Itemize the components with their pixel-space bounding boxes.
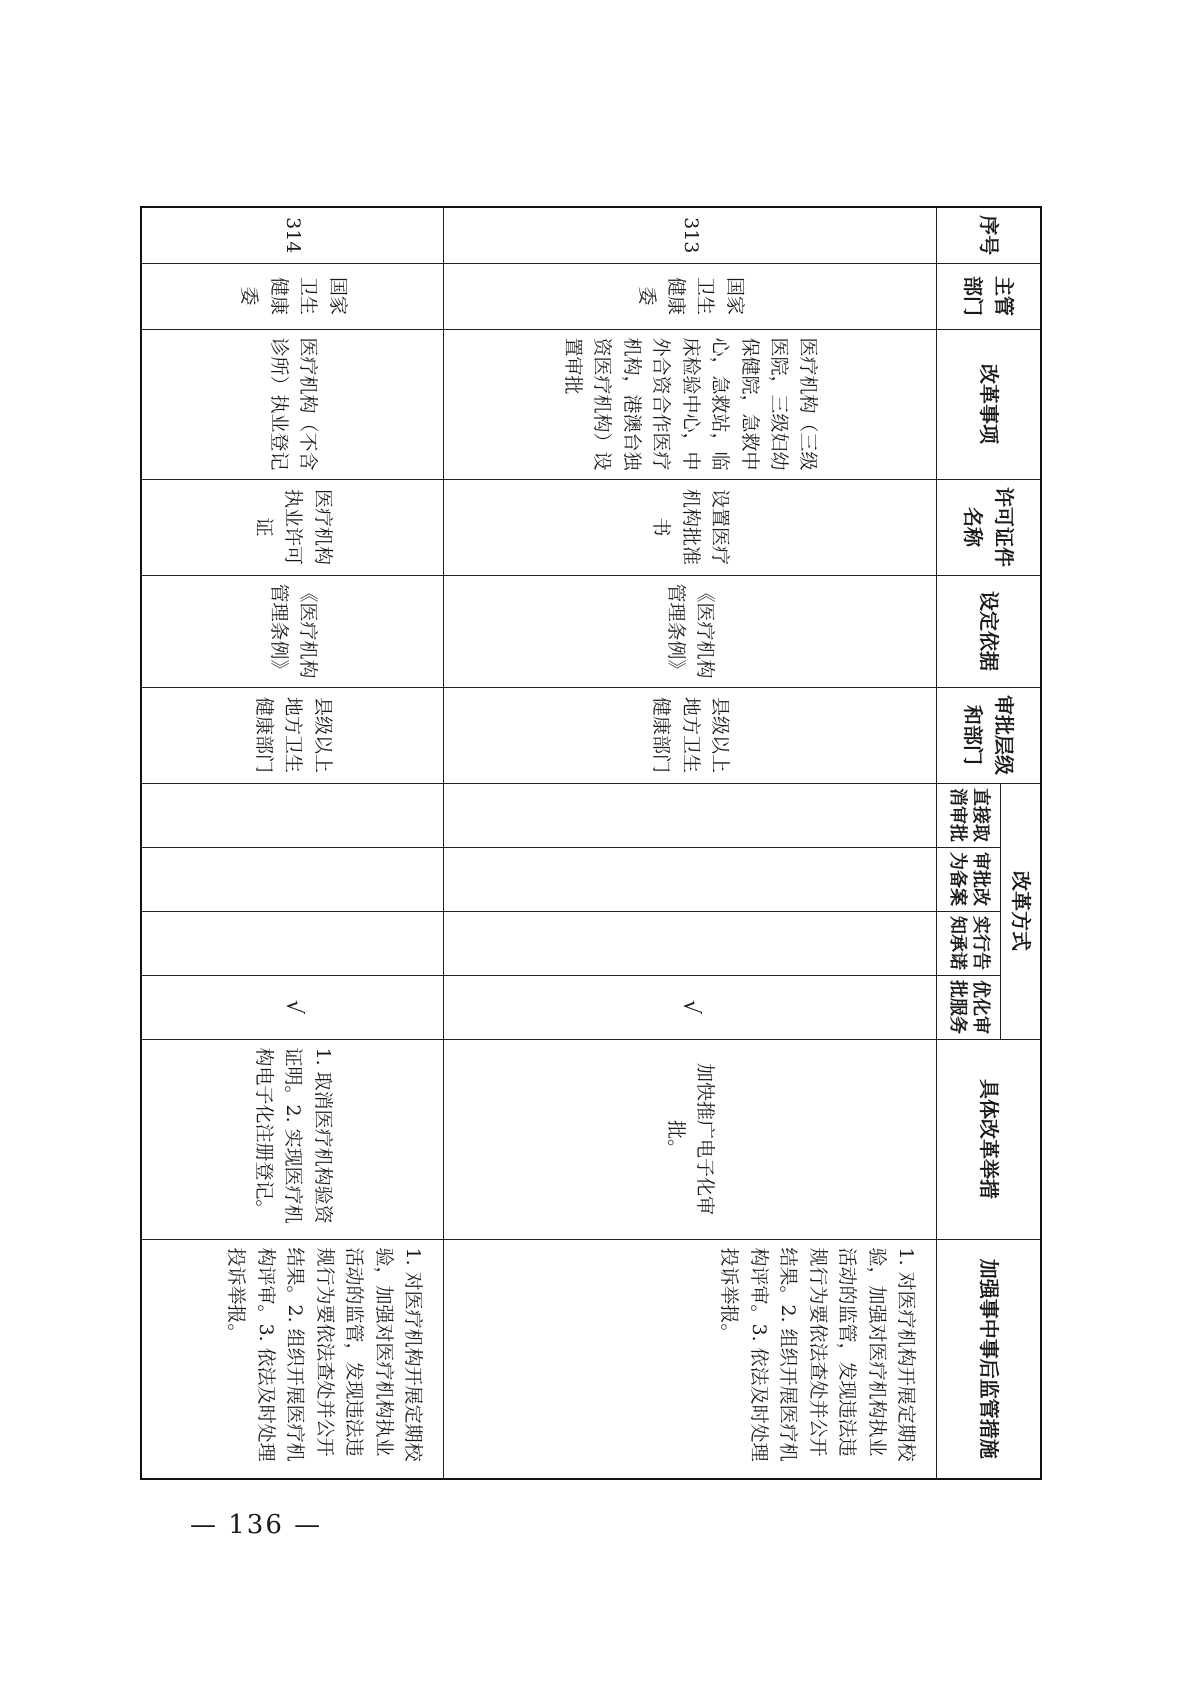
header-basis: 设定依据	[937, 575, 1042, 687]
header-method-group: 改革方式	[1001, 783, 1042, 1039]
row-cancel	[444, 783, 937, 847]
header-method-promise: 实行告知承诺	[937, 911, 1001, 975]
header-measures: 具体改革举措	[937, 1039, 1042, 1239]
row-record	[142, 847, 444, 911]
row-cancel	[142, 783, 444, 847]
row-dept: 国家卫生健康委	[142, 263, 444, 329]
header-seq: 序号	[937, 207, 1042, 263]
header-dept: 主管部门	[937, 263, 1042, 329]
row-dept: 国家卫生健康委	[444, 263, 937, 329]
row-promise	[142, 911, 444, 975]
reform-table	[141, 206, 1043, 1480]
row-level: 县级以上地方卫生健康部门	[444, 687, 937, 783]
row-optimize-check: √	[142, 975, 444, 1039]
row-item: 医疗机构（不含诊所）执业登记	[142, 329, 444, 479]
row-seq: 313	[444, 207, 937, 263]
row-promise	[444, 911, 937, 975]
row-seq: 314	[142, 207, 444, 263]
row-item: 医疗机构（三级医院，三级妇幼保健院，急救中心，急救站，临床检验中心，中外合资合作医疗机构，港澳台独资医疗机构）设置审批	[444, 329, 937, 479]
row-measures: 1. 取消医疗机构验资证明。2. 实现医疗机构电子化注册登记。	[142, 1039, 444, 1239]
table-row	[142, 207, 444, 1479]
table-row	[444, 207, 937, 1479]
row-measures: 加快推广电子化审批。	[444, 1039, 937, 1239]
header-level: 审批层级和部门	[937, 687, 1042, 783]
row-supervision: 1. 对医疗机构开展定期校验，加强对医疗机构执业活动的监管，发现违法违规行为要依法查处并公开结果。2. 组织开展医疗机构评审。3. 依法及时处理投诉举报。	[444, 1239, 937, 1479]
header-method-record: 审批改为备案	[937, 847, 1001, 911]
row-license: 设置医疗机构批准书	[444, 479, 937, 575]
header-method-optimize: 优化审批服务	[937, 975, 1001, 1039]
header-method-cancel: 直接取消审批	[937, 783, 1001, 847]
row-optimize-check: √	[444, 975, 937, 1039]
rotated-table-container	[155, 206, 1042, 1478]
row-basis: 《医疗机构管理条例》	[444, 575, 937, 687]
header-item: 改革事项	[937, 329, 1042, 479]
header-supervision: 加强事中事后监管措施	[937, 1239, 1042, 1479]
row-supervision: 1. 对医疗机构开展定期校验，加强对医疗机构执业活动的监管，发现违法违规行为要依法查处并公开结果。2. 组织开展医疗机构评审。3. 依法及时处理投诉举报。	[142, 1239, 444, 1479]
row-license: 医疗机构执业许可证	[142, 479, 444, 575]
row-level: 县级以上地方卫生健康部门	[142, 687, 444, 783]
row-record	[444, 847, 937, 911]
page-number: — 136 —	[190, 1510, 323, 1540]
header-license: 许可证件名称	[937, 479, 1042, 575]
row-basis: 《医疗机构管理条例》	[142, 575, 444, 687]
